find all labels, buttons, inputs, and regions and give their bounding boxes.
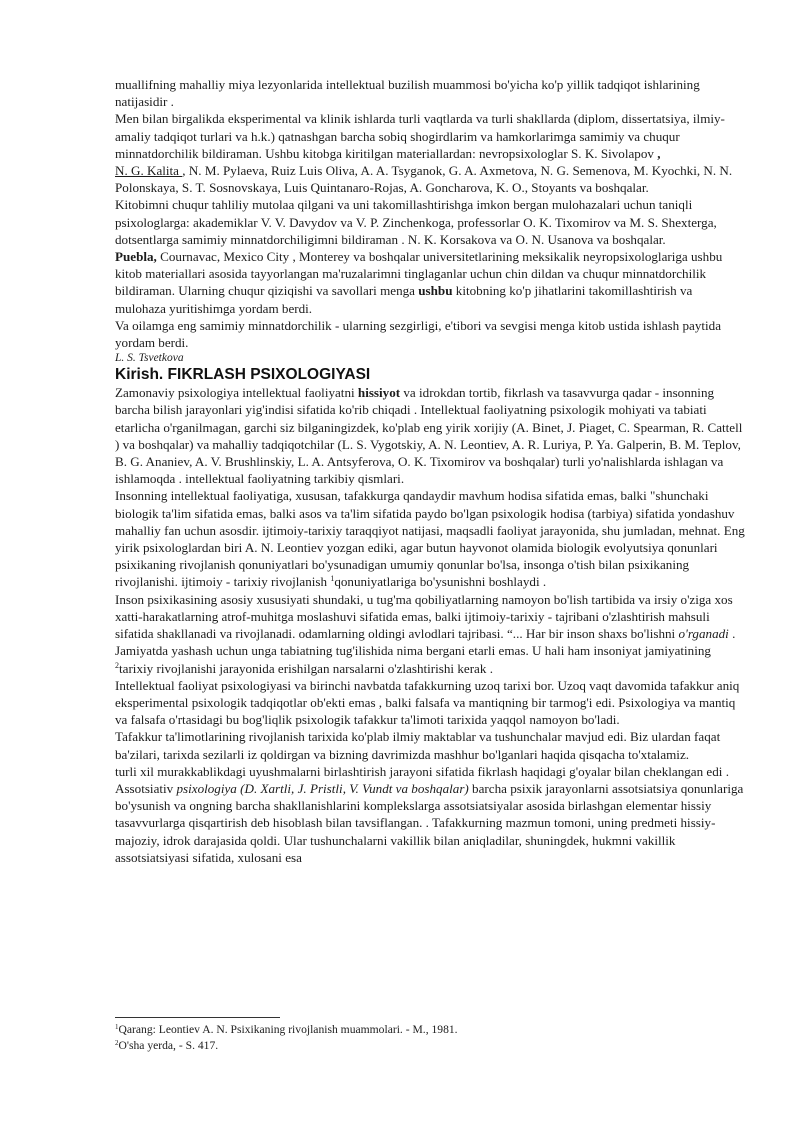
paragraph-acknowledgement-psychologists: Kitobimni chuqur tahliliy mutolaa qilgani va uni takomillashtirishga imkon bergan mulohazalari uchun taniqli psixologlarga: akademiklar V. V. Davydov va V. P. Zinchenkoga, professorlar O. K. Tixomirov va M. S. Shexterga, dotsentlarga samimiy minnatdorchiligimni bildiraman . N. K. Korsakova va O. N. Usanova va boshqalar. (115, 197, 717, 247)
text-run: va idrokdan tortib, fikrlash va tasavvurga qadar - insonning barcha bilish jarayonlari yig'indisi sifatida ko'rib chiqadi . Intellektual faoliyatning psixologik mohiyati va tabiati etarlicha o'rganilmagan, garchi siz bilganingizdek, ko'plab eng yirik xorijiy (A. Binet, J. Piaget, C. Spearman, R. Cattell ) va boshqalar) va mahalliy tadqiqotchilar (L. S. Vygotskiy, A. N. Leontiev, A. R. Luriya, P. Ya. Galperin, B. M. Teplov, B. G. Ananiev, A. V. Brushlinskiy, L. A. Antsyferova, O. K. Tixomirov va boshqalar) turli yo'nalishlarda ishlagan va ishlamoqda . intellektual faoliyatning tarkibiy qismlari. (115, 385, 743, 487)
italic-run: o'rganadi (678, 626, 729, 642)
bold-run: Puebla, (115, 249, 157, 265)
footnote-mark: 2 (115, 1039, 119, 1047)
text-run: tarixiy rivojlanishi jarayonida erishilgan narsalarni o'zlashtirishi kerak . (119, 660, 493, 676)
text-run: Zamonaviy psixologiya intellektual faoliyatni (115, 385, 358, 401)
paragraph-acknowledgement-students (115, 110, 745, 196)
paragraph-intellectual-activity (115, 487, 745, 590)
author-signature: L. S. Tsvetkova (115, 352, 184, 365)
bold-run: hissiyot (357, 385, 401, 401)
text-run: kitobning ko'p jihatlarini takomillashtirish va mulohaza yuritishimga yordam berdi. (115, 283, 693, 316)
footnote-text: Qarang: Leontiev A. N. Psixikaning rivojlanish muammolari. - M., 1981. (118, 1023, 458, 1036)
paragraph-human-psyche (115, 591, 745, 677)
text-run: Men bilan birgalikda eksperimental va klinik ishlarda turli vaqtlarda va turli shakllarda (diplom, dissertatsiya, ilmiy-amaliy tadqiqot turlari va h.k.) qatnashgan barcha sobiq shogirdlarim va hamkorlarimga samimiy va chuqur minnatdorchilik bildiraman. Ushbu kitobga kiritilgan materiallardan: nevropsixologlar S. K. Sivolapov (115, 111, 725, 161)
bold-run: ushbu (418, 283, 453, 299)
underlined-name: N. G. Kalita (115, 163, 183, 179)
footnote-ref-2[interactable]: 2 (115, 660, 119, 670)
footnote-text: O'sha yerda, - S. 417. (118, 1039, 219, 1052)
footnote-2 (115, 1038, 745, 1054)
text-run: . Jamiyatda yashash uchun unga tabiatning tug'ilishida nima bergani etarli emas. U hali ham insoniyat jamiyatining (115, 626, 736, 659)
bold-run: , (653, 145, 661, 161)
paragraph-schools: Tafakkur ta'limotlarining rivojlanish tarixida ko'plab ilmiy maktablar va tushunchalar mavjud edi. Biz ulardan faqat ba'zilari, tarixda sezilarli iz qoldirgan va bizning davrimizda mashhur bo'lganlari haqida qisqacha to'xtalamiz. (115, 729, 721, 762)
paragraph-acknowledgement-family: Va oilamga eng samimiy minnatdorchilik - ularning sezgirligi, e'tibori va sevgisi menga kitob ustida ishlash paytida yordam berdi. (115, 317, 722, 351)
text-run: Inson psixikasining asosiy xususiyati shundaki, u tug'ma qobiliyatlarning namoyon bo'lish tartibida va irsiy o'ziga xos xatti-harakatlarning atrof-muhitga moslashuvi sifatida emas, balki ijtimoiy-tarixiy - tajribani o'zlashtirish mahsuli sifatida shakllanadi va rivojlanadi. odamlarning oldingi avlodlari tajribasi. “... Har bir inson shaxs bo'lishni (115, 591, 733, 642)
paragraph-intro-end: muallifning mahalliy miya lezyonlarida intellektual buzilish muammosi bo'yicha ko'p yillik tadqiqot ishlarining natijasidir . (115, 77, 700, 110)
text-run: Cournavac, Mexico City , Monterey va boshqalar universitetlarining meksikalik neyropsixologlariga ushbu kitob materiallari asosida tayyorlangan ma'ruzalarimni tinglaganlar uchun chin dildan va chuqur minnatdorchilik bildiraman. Ularning chuqur qiziqishi va savollari menga (115, 249, 723, 299)
footnote-1 (115, 1022, 745, 1038)
footnotes (115, 1017, 745, 1054)
text-run: Insonning intellektual faoliyatiga, xususan, tafakkurga qandaydir mavhum hodisa sifatida emas, balki "shunchaki biologik ta'lim sifatida emas, balki asos va ta'lim sifatida paydo bo'lgan psixologik hodisa (tarbiya) sifatida yondashuv mahalliy fan uchun asosdir. ijtimoiy-tarixiy taraqqiyot natijasi, maqsadli faoliyat jarayonida, shu jumladan, mehnat. Eng yirik psixologlardan biri A. N. Leontiev yozgan ediki, agar butun hayvonot olamida biologik evolyutsiya qonunlari psixikaning rivojlanish qonuniyatlari bo'ysunadigan umumiy qonunlar bo'lsa, insonga o'tish bilan psixikaning rivojlanishi. ijtimoiy - tarixiy rivojlanish (115, 488, 745, 590)
document-body (115, 76, 745, 866)
text-run: barcha psixik jarayonlarni assotsiatsiya qonunlariga bo'ysunish va ongning barcha shakllanishlarini komplekslarga assotsiatsiyalar asosida birlashgan elementar hissiy tasavvurlarga qisqartirish deb hisoblash bilan tavsiflangan. . Tafakkurning mazmun tomoni, uning predmeti hissiy-majoziy, idrok darajasida qoldi. Ular tushunchalarni vakillik bilan aniqladilar, shuningdek, hukmni vakillik assotsiatsiyasi sifatida, xulosani esa (115, 780, 744, 865)
text-run: qonuniyatlariga bo'ysunishni boshlaydi . (334, 574, 547, 590)
text-run: turli xil murakkablikdagi uyushmalarni birlashtirish jarayoni sifatida fikrlash haqidagi g'oyalar bilan cheklangan edi . Assotsiativ (115, 763, 729, 796)
footnote-mark: 1 (115, 1023, 119, 1031)
text-run: , N. M. Pylaeva, Ruiz Luis Oliva, A. A. Tsyganok, G. A. Axmetova, N. G. Semenova, M. Kyochki, N. N. Polonskaya, S. T. Sosnovskaya, Luis Quintanaro-Rojas, A. Goncharova, K. O., Stoyants va boshqalar. (115, 163, 733, 196)
paragraph-associative (115, 763, 745, 866)
italic-run: psixologiya (D. Xartli, J. Pristli, V. Vundt va boshqalar) (176, 780, 469, 796)
footnote-divider (115, 1017, 280, 1018)
footnote-ref-1[interactable]: 1 (330, 574, 335, 584)
section-heading: Kirish. FIKRLASH PSIXOLOGIYASI (115, 366, 371, 384)
paragraph-acknowledgement-mexico (115, 248, 745, 317)
paragraph-thinking-history: Intellektual faoliyat psixologiyasi va birinchi navbatda tafakkurning uzoq tarixi bor. Uzoq vaqt davomida tafakkur aniq eksperimental psixologik tadqiqotlar ob'ekti emas , balki falsafa va mantiqning bir tarmog'i edi. Psixologiya va mantiq va falsafa o'rtasidagi bu bog'liqlik psixologik tafakkur ta'limoti tarixida yaqqol namoyon bo'ladi. (115, 677, 740, 728)
paragraph-modern-psychology (115, 384, 745, 487)
